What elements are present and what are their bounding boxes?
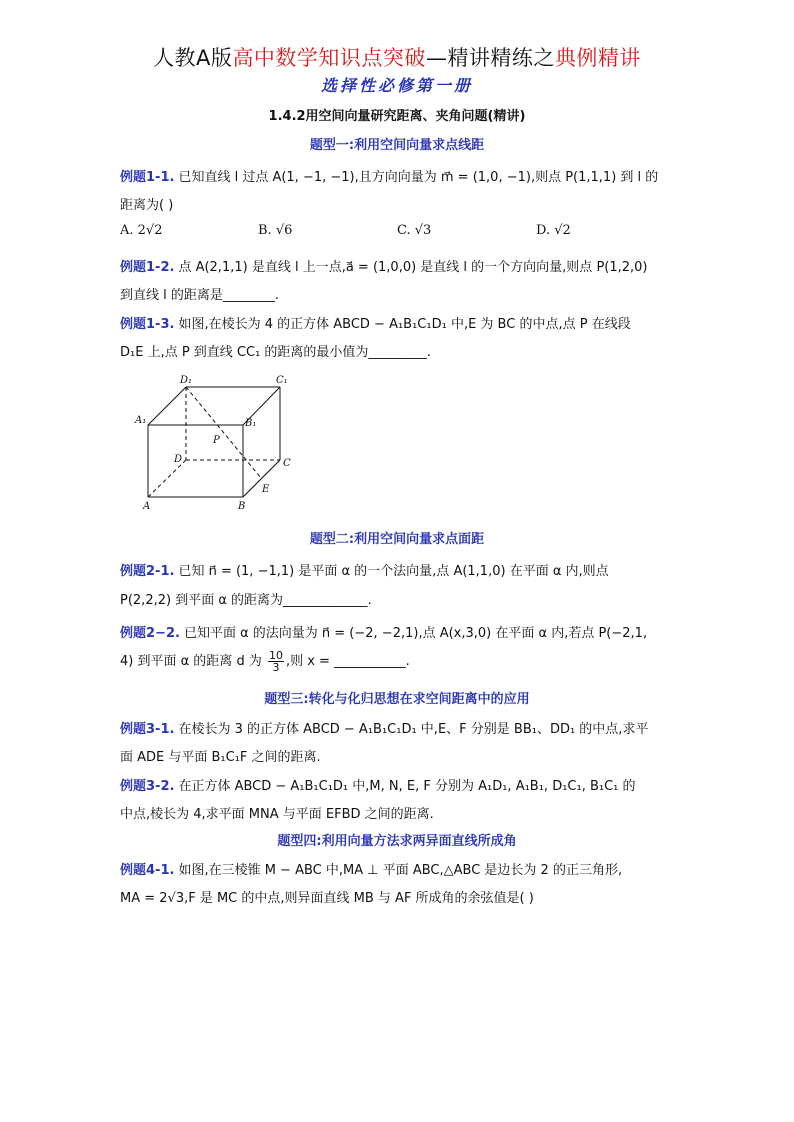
- example-1-1-line2: 距离为( ): [120, 198, 174, 213]
- example-2-2-line2: 4) 到平面 α 的距离 d 为 $\frac{10}{3}$ ,则 x = ___________.: [120, 649, 410, 674]
- example-3-2-line1: 例题3-2. 在正方体 ABCD − A₁B₁C₁D₁ 中,M, N, E, F 分别为 A₁D₁, A₁B₁, D₁C₁, B₁C₁ 的: [120, 779, 636, 794]
- section-title-3: 题型三:转化与化归思想在求空间距离中的应用: [264, 692, 530, 707]
- example-label: 例题1-2.: [120, 260, 175, 275]
- segment-d1e: [186, 387, 261, 478]
- example-1-1-line1: 例题1-1. 已知直线 l 过点 A(1, −1, −1),且方向向量为 m⃗ = (1,0, −1),则点 P(1,1,1) 到 l 的: [120, 170, 659, 185]
- example-label: 例题3-1.: [120, 722, 175, 737]
- example-3-1-line2: 面 ADE 与平面 B₁C₁F 之间的距离.: [120, 750, 321, 765]
- label-d1: D₁: [180, 375, 193, 386]
- edge-ad-hidden: [148, 460, 186, 497]
- label-b1: B₁: [245, 418, 257, 429]
- title-type: 典例精讲: [554, 46, 641, 70]
- example-2-1-line2: P(2,2,2) 到平面 α 的距离为_____________.: [120, 593, 372, 608]
- example-3-2-line2: 中点,棱长为 4,求平面 MNA 与平面 EFBD 之间的距离.: [120, 807, 434, 822]
- lesson-title: 1.4.2用空间向量研究距离、夹角问题(精讲): [268, 109, 526, 124]
- label-e: E: [262, 484, 270, 495]
- example-1-2-line1: 例题1-2. 点 A(2,1,1) 是直线 l 上一点,a⃗ = (1,0,0) 是直线 l 的一个方向向量,则点 P(1,2,0): [120, 260, 648, 275]
- option-b: B. √6: [258, 223, 293, 238]
- label-d: D: [174, 454, 183, 465]
- example-label: 例题1-3.: [120, 317, 175, 332]
- header-title: [0, 42, 794, 72]
- example-2-1-line1: 例题2-1. 已知 n⃗ = (1, −1,1) 是平面 α 的一个法向量,点 A(1,1,0) 在平面 α 内,则点: [120, 564, 609, 579]
- label-b: B: [238, 501, 246, 512]
- section-title-1: 题型一:利用空间向量求点线距: [309, 138, 485, 153]
- example-label: 例题4-1.: [120, 863, 175, 878]
- example-4-1-line1: 例题4-1. 如图,在三棱锥 M − ABC 中,MA ⊥ 平面 ABC,△ABC 是边长为 2 的正三角形,: [120, 863, 623, 878]
- title-topic: 高中数学知识点突破: [232, 46, 426, 70]
- example-2-2-line1: 例题2−2. 已知平面 α 的法向量为 n⃗ = (−2, −2,1),点 A(x,3,0) 在平面 α 内,若点 P(−2,1,: [120, 626, 648, 641]
- example-3-1-line1: 例题3-1. 在棱长为 3 的正方体 ABCD − A₁B₁C₁D₁ 中,E、F 分别是 BB₁、DD₁ 的中点,求平: [120, 722, 649, 737]
- label-p: P: [213, 435, 220, 446]
- title-publisher: 人教A版: [153, 46, 233, 70]
- option-a: A. 2√2: [120, 223, 163, 238]
- title-series: —精讲精练之: [425, 46, 555, 70]
- example-4-1-line2: MA = 2√3,F 是 MC 的中点,则异面直线 MB 与 AF 所成角的余弦值是( ): [120, 891, 534, 906]
- option-c: C. √3: [397, 223, 432, 238]
- label-a: A: [143, 501, 151, 512]
- edge-a1d1: [148, 387, 186, 425]
- example-label: 例题1-1.: [120, 170, 175, 185]
- cube-figure: [130, 370, 310, 515]
- example-1-3-line1: 例题1-3. 如图,在棱长为 4 的正方体 ABCD − A₁B₁C₁D₁ 中,E 为 BC 的中点,点 P 在线段: [120, 317, 631, 332]
- header-subtitle: 选择性必修第一册: [320, 76, 473, 95]
- label-c: C: [283, 458, 291, 469]
- label-a1: A₁: [135, 415, 147, 426]
- example-1-3-line2: D₁E 上,点 P 到直线 CC₁ 的距离的最小值为_________.: [120, 345, 432, 360]
- example-1-2-line2: 到直线 l 的距离是________.: [120, 288, 280, 303]
- example-label: 例题3-2.: [120, 779, 175, 794]
- section-title-2: 题型二:利用空间向量求点面距: [309, 532, 485, 547]
- section-title-4: 题型四:利用向量方法求两异面直线所成角: [277, 834, 517, 849]
- example-label: 例题2-1.: [120, 564, 175, 579]
- label-c1: C₁: [276, 375, 288, 386]
- example-label: 例题2−2.: [120, 626, 180, 641]
- fraction: $\frac{10}{3}$: [268, 649, 283, 674]
- option-d: D. √2: [536, 223, 571, 238]
